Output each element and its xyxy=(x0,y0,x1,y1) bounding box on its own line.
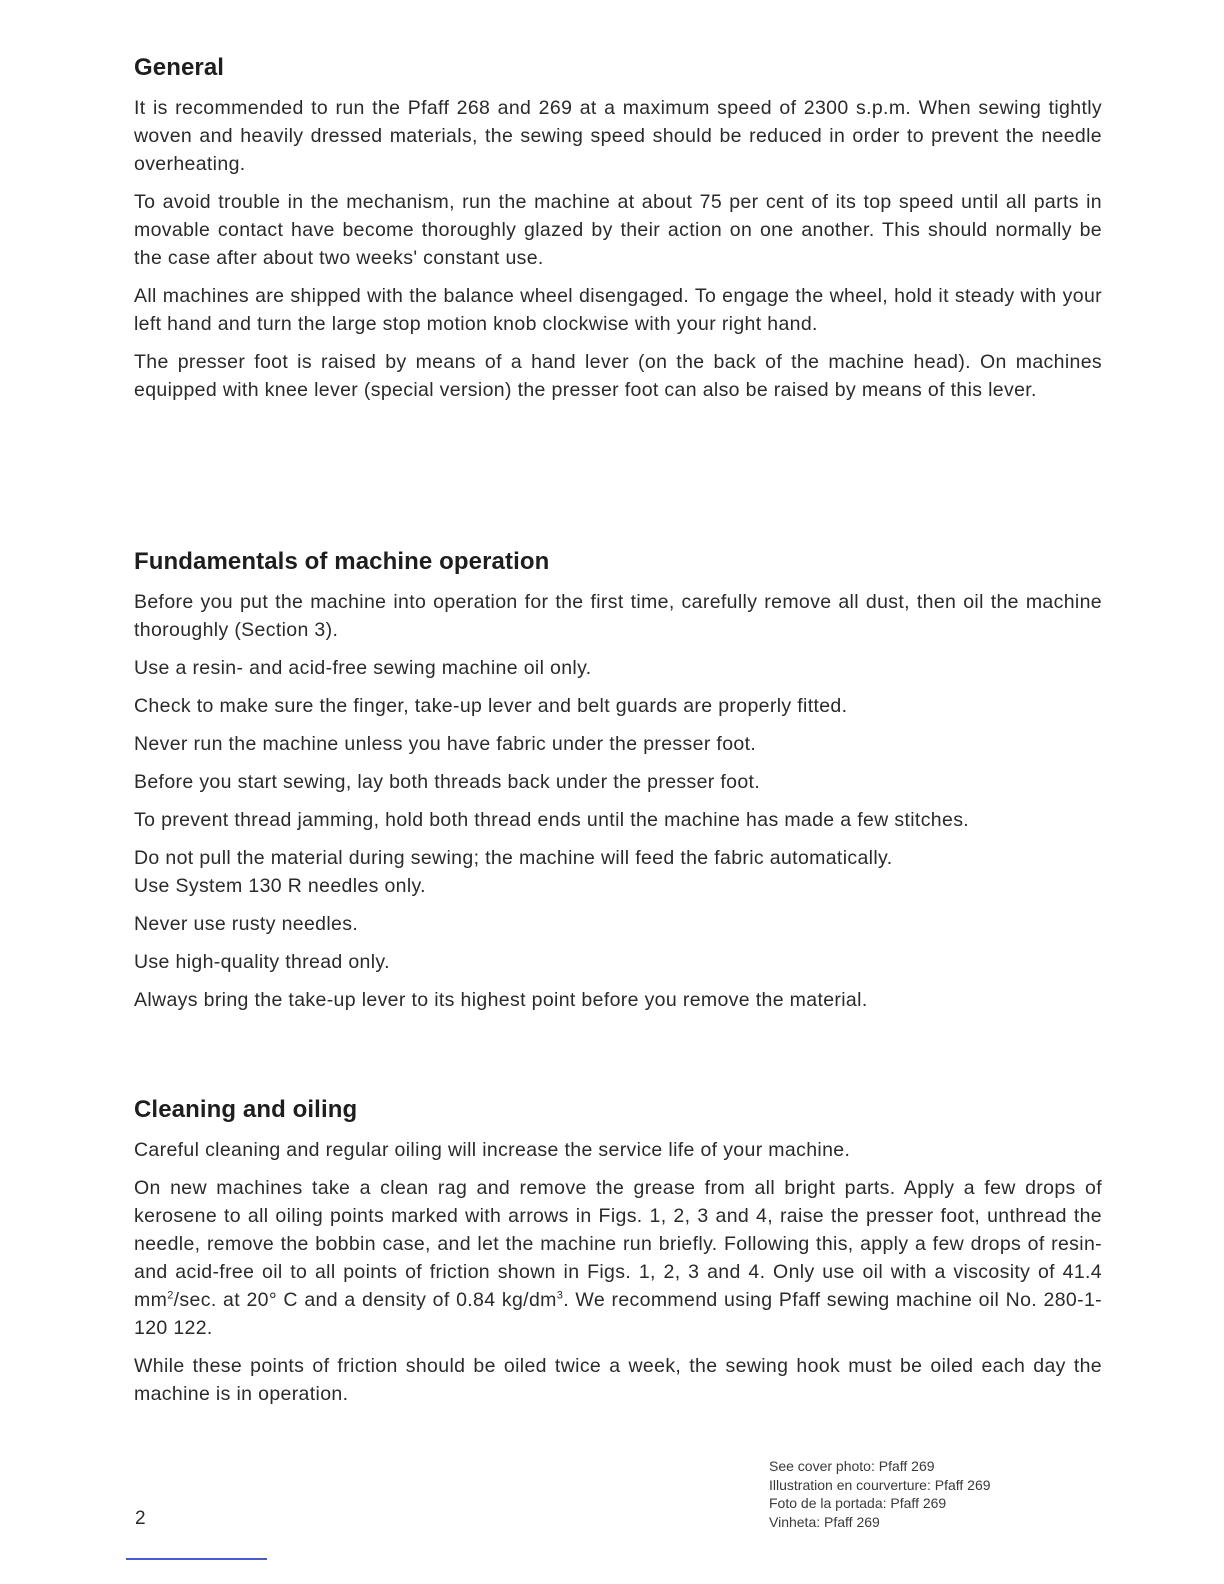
heading-general: General xyxy=(134,54,225,81)
credit-line: See cover photo: Pfaff 269 xyxy=(769,1458,935,1474)
cleaning-text-part: On new machines take a clean rag and remove the grease from all bright parts. Apply a few drops of kerosene to all oiling points marked with arrows in Figs. 1, 2, 3 and 4, raise the presser foot, unthread the needle, remove the bobbin case, and let the machine run briefly. Following this, apply a few drops of resin- and acid-free oil to all points of friction shown in Figs. 1, 2, 3 and 4. Only use oil with a viscosity of 41.4 mm xyxy=(134,1177,1102,1311)
general-paragraph: The presser foot is raised by means of a hand lever (on the back of the machine head). On machines equipped with knee lever (special version) the presser foot can also be raised by means of this lever. xyxy=(134,351,1102,401)
credit-line: Illustration en courverture: Pfaff 269 xyxy=(769,1476,991,1493)
cleaning-paragraph: Careful cleaning and regular oiling will increase the service life of your machine. xyxy=(134,1139,851,1161)
fundamentals-paragraph: Use System 130 R needles only. xyxy=(134,875,426,897)
cleaning-paragraph: While these points of friction should be oiled twice a week, the sewing hook must be oiled each day the machine is in operation. xyxy=(134,1355,1102,1405)
section-general xyxy=(134,54,1102,414)
fundamentals-paragraph: Use high-quality thread only. xyxy=(134,951,390,973)
fundamentals-paragraph: Check to make sure the finger, take-up lever and belt guards are properly fitted. xyxy=(134,695,848,717)
fundamentals-paragraph: Before you put the machine into operation for the first time, carefully remove all dust, then oil the machine thoroughly (Section 3). xyxy=(134,591,1102,641)
fundamentals-paragraph: Never use rusty needles. xyxy=(134,913,359,935)
fundamentals-paragraph: Use a resin- and acid-free sewing machine oil only. xyxy=(134,657,592,679)
fundamentals-paragraph: Always bring the take-up lever to its highest point before you remove the material. xyxy=(134,989,868,1011)
credit-line: Vinheta: Pfaff 269 xyxy=(769,1513,880,1530)
cleaning-text-part: /sec. at 20° C and a density of 0.84 kg/dm xyxy=(173,1289,557,1311)
general-paragraph: To avoid trouble in the mechanism, run the machine at about 75 per cent of its top speed until all parts in movable contact have become thoroughly glazed by their action on one another. This should normally be the case after about two weeks' constant use. xyxy=(134,191,1102,269)
superscript-2: 2 xyxy=(167,1289,174,1302)
credit-line: Foto de la portada: Pfaff 269 xyxy=(769,1495,947,1511)
heading-cleaning: Cleaning and oiling xyxy=(134,1096,358,1123)
fundamentals-paragraph: Do not pull the material during sewing; the machine will feed the fabric automatically. xyxy=(134,847,893,869)
general-paragraph: It is recommended to run the Pfaff 268 and 269 at a maximum speed of 2300 s.p.m. When sewing tightly woven and heavily dressed materials, the sewing speed should be reduced in order to prevent the needle overheating. xyxy=(134,97,1102,175)
section-fundamentals xyxy=(134,548,1102,1024)
cleaning-paragraph-oiling xyxy=(134,1174,1102,1342)
section-cleaning xyxy=(134,1096,1102,1418)
superscript-3: 3 xyxy=(556,1289,564,1302)
fundamentals-paragraph: To prevent thread jamming, hold both thread ends until the machine has made a few stitches. xyxy=(134,809,970,831)
cover-photo-credits xyxy=(769,1457,991,1531)
footer-rule xyxy=(126,1558,267,1560)
cleaning-text-part: . We recommend using Pfaff sewing machine oil No. 280-1-120 122. xyxy=(134,1289,1102,1339)
fundamentals-paragraph: Never run the machine unless you have fabric under the presser foot. xyxy=(134,733,757,755)
general-paragraph: All machines are shipped with the balance wheel disengaged. To engage the wheel, hold it steady with your left hand and turn the large stop motion knob clockwise with your right hand. xyxy=(134,285,1102,335)
page-number: 2 xyxy=(135,1508,146,1529)
fundamentals-paragraph: Before you start sewing, lay both threads back under the presser foot. xyxy=(134,771,761,793)
heading-fundamentals: Fundamentals of machine operation xyxy=(134,548,550,575)
